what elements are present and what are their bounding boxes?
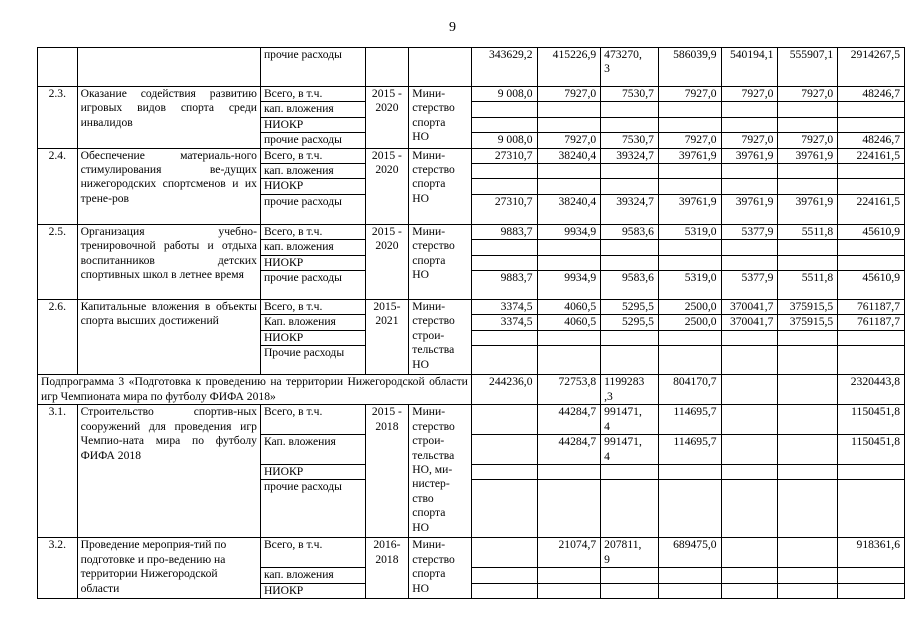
value-cell: 689475,0 (658, 538, 721, 568)
value-cell: 39761,9 (721, 194, 778, 224)
value-cell: 114695,7 (658, 405, 721, 435)
category-cell: НИОКР (260, 117, 365, 132)
value-cell: 44284,7 (537, 405, 601, 435)
value-cell: 207811, 9 (601, 538, 659, 568)
executor-cell: Мини- стерство спорта НО (409, 87, 472, 149)
value-cell (471, 538, 537, 568)
table-row (38, 224, 905, 239)
executor-cell: Мини- стерство спорта НО (409, 224, 472, 299)
item-number: 3.1. (38, 405, 78, 538)
category-cell: Всего, в т.ч. (260, 300, 365, 315)
value-cell: 224161,5 (838, 148, 905, 163)
value-cell: 7927,0 (658, 133, 721, 148)
value-cell: 224161,5 (838, 194, 905, 224)
category-cell: прочие расходы (260, 194, 365, 224)
executor-cell: Мини- стерство спорта НО (409, 148, 472, 224)
period-cell: 2015 - 2018 (365, 405, 409, 538)
category-cell: кап. вложения (260, 240, 365, 255)
value-cell (721, 538, 778, 568)
item-name: Оказание содействия развитию игровых видов спорта среди инвалидов (77, 87, 260, 149)
value-cell: 375915,5 (778, 300, 838, 315)
table-row (38, 375, 905, 405)
table-row (38, 48, 905, 87)
value-cell: 48246,7 (838, 133, 905, 148)
value-cell: 4060,5 (537, 300, 601, 315)
category-cell: прочие расходы (260, 480, 365, 538)
value-cell: 44284,7 (537, 435, 601, 465)
value-cell: 415226,9 (537, 48, 601, 87)
value-cell: 21074,7 (537, 538, 601, 568)
value-cell: 9883,7 (471, 224, 537, 239)
value-cell: 5319,0 (658, 271, 721, 300)
period-cell: 2015 - 2020 (365, 224, 409, 299)
value-cell: 7530,7 (601, 87, 659, 102)
value-cell: 761187,7 (838, 315, 905, 330)
category-cell: Кап. вложения (260, 435, 365, 465)
value-cell: 918361,6 (838, 538, 905, 568)
value-cell: 39761,9 (778, 194, 838, 224)
table-row (38, 405, 905, 435)
value-cell (778, 435, 838, 465)
subprogram-title: Подпрограмма 3 «Подготовка к проведению на территории Нижегородской области игр Чемпионата мира по футболу ФИФА 2018» (38, 375, 472, 405)
value-cell: 38240,4 (537, 148, 601, 163)
item-name: Капитальные вложения в объекты спорта высших достижений (77, 300, 260, 375)
item-number: 2.4. (38, 148, 78, 224)
value-cell: 370041,7 (721, 315, 778, 330)
item-number: 2.5. (38, 224, 78, 299)
table-row (38, 148, 905, 163)
value-cell: 38240,4 (537, 194, 601, 224)
value-cell: 9883,7 (471, 271, 537, 300)
value-cell: 48246,7 (838, 87, 905, 102)
table-row (38, 300, 905, 315)
item-name: Проведение мероприя-тий по подготовке и про-ведению на территории Нижегородской области (77, 538, 260, 599)
value-cell: 27310,7 (471, 194, 537, 224)
category-cell: прочие расходы (260, 133, 365, 148)
value-cell: 45610,9 (838, 271, 905, 300)
value-cell (721, 375, 778, 405)
value-cell (471, 435, 537, 465)
category-cell: Всего, в т.ч. (260, 405, 365, 435)
value-cell (721, 405, 778, 435)
value-cell: 5377,9 (721, 271, 778, 300)
value-cell: 39761,9 (658, 194, 721, 224)
value-cell: 370041,7 (721, 300, 778, 315)
item-number: 2.3. (38, 87, 78, 149)
table-row (38, 538, 905, 568)
value-cell (778, 375, 838, 405)
value-cell: 7927,0 (721, 133, 778, 148)
value-cell: 39324,7 (601, 148, 659, 163)
value-cell: 39761,9 (778, 148, 838, 163)
budget-table (37, 47, 905, 599)
value-cell: 9583,6 (601, 224, 659, 239)
category-cell: НИОКР (260, 583, 365, 598)
category-cell: НИОКР (260, 179, 365, 194)
value-cell: 555907,1 (778, 48, 838, 87)
value-cell: 7927,0 (537, 87, 601, 102)
value-cell: 45610,9 (838, 224, 905, 239)
category-cell: Всего, в т.ч. (260, 87, 365, 102)
value-cell: 27310,7 (471, 148, 537, 163)
period-cell: 2015 - 2020 (365, 148, 409, 224)
value-cell: 9934,9 (537, 271, 601, 300)
item-number: 2.6. (38, 300, 78, 375)
value-cell: 5377,9 (721, 224, 778, 239)
value-cell: 5511,8 (778, 224, 838, 239)
value-cell: 1150451,8 (838, 435, 905, 465)
value-cell: 3374,5 (471, 300, 537, 315)
category-cell: кап. вложения (260, 164, 365, 179)
page-number: 9 (449, 20, 456, 35)
value-cell: 761187,7 (838, 300, 905, 315)
value-cell: 5511,8 (778, 271, 838, 300)
value-cell (471, 405, 537, 435)
category-cell: прочие расходы (260, 271, 365, 300)
category-cell: Кап. вложения (260, 315, 365, 330)
value-cell: 375915,5 (778, 315, 838, 330)
value-cell: 343629,2 (471, 48, 537, 87)
value-cell: 7927,0 (537, 133, 601, 148)
value-cell: 4060,5 (537, 315, 601, 330)
value-cell: 991471, 4 (601, 435, 659, 465)
value-cell: 244236,0 (471, 375, 537, 405)
value-cell: 2320443,8 (838, 375, 905, 405)
category-cell: Всего, в т.ч. (260, 538, 365, 568)
value-cell: 1150451,8 (838, 405, 905, 435)
value-cell: 9 008,0 (471, 87, 537, 102)
executor-cell: Мини- стерство строи- тельства НО, ми- нистер- ство спорта НО (409, 405, 472, 538)
item-number: 3.2. (38, 538, 78, 599)
category-cell: НИОКР (260, 330, 365, 345)
item-name: Организация учебно-тренировочной работы и отдыха воспитанников детских спортивных школ в летнее время (77, 224, 260, 299)
value-cell: 991471, 4 (601, 405, 659, 435)
category-cell: кап. вложения (260, 102, 365, 117)
value-cell: 2500,0 (658, 300, 721, 315)
value-cell: 804170,7 (658, 375, 721, 405)
value-cell: 5319,0 (658, 224, 721, 239)
category-cell: НИОКР (260, 464, 365, 479)
item-name: Строительство спортив-ных сооружений для проведения игр Чемпио-ната мира по футболу ФИФА 2018 (77, 405, 260, 538)
period-cell: 2016- 2018 (365, 538, 409, 599)
category-cell: Всего, в т.ч. (260, 148, 365, 163)
period-cell: 2015 - 2020 (365, 87, 409, 149)
period-cell: 2015- 2021 (365, 300, 409, 375)
value-cell: 473270, 3 (601, 48, 659, 87)
value-cell: 7927,0 (778, 133, 838, 148)
value-cell: 7530,7 (601, 133, 659, 148)
value-cell: 39761,9 (721, 148, 778, 163)
value-cell (778, 405, 838, 435)
executor-cell: Мини- стерство спорта НО (409, 538, 472, 599)
value-cell: 7927,0 (721, 87, 778, 102)
value-cell: 114695,7 (658, 435, 721, 465)
category-cell: прочие расходы (260, 48, 365, 87)
value-cell: 39761,9 (658, 148, 721, 163)
value-cell (778, 538, 838, 568)
value-cell: 9 008,0 (471, 133, 537, 148)
value-cell: 9934,9 (537, 224, 601, 239)
value-cell: 2500,0 (658, 315, 721, 330)
value-cell: 72753,8 (537, 375, 601, 405)
value-cell: 2914267,5 (838, 48, 905, 87)
value-cell: 7927,0 (778, 87, 838, 102)
item-name: Обеспечение материаль-ного стимулирования ве-дущих нижегородских спортсменов и их трене-ров (77, 148, 260, 224)
category-cell: Всего, в т.ч. (260, 224, 365, 239)
category-cell: кап. вложения (260, 568, 365, 583)
value-cell: 5295,5 (601, 300, 659, 315)
value-cell: 540194,1 (721, 48, 778, 87)
value-cell: 1199283 ,3 (601, 375, 659, 405)
value-cell: 7927,0 (658, 87, 721, 102)
category-cell: Прочие расходы (260, 346, 365, 375)
value-cell: 586039,9 (658, 48, 721, 87)
table-row (38, 87, 905, 102)
value-cell: 39324,7 (601, 194, 659, 224)
value-cell: 9583,6 (601, 271, 659, 300)
value-cell (721, 435, 778, 465)
category-cell: НИОКР (260, 255, 365, 270)
value-cell: 3374,5 (471, 315, 537, 330)
value-cell: 5295,5 (601, 315, 659, 330)
executor-cell: Мини- стерство строи- тельства НО (409, 300, 472, 375)
